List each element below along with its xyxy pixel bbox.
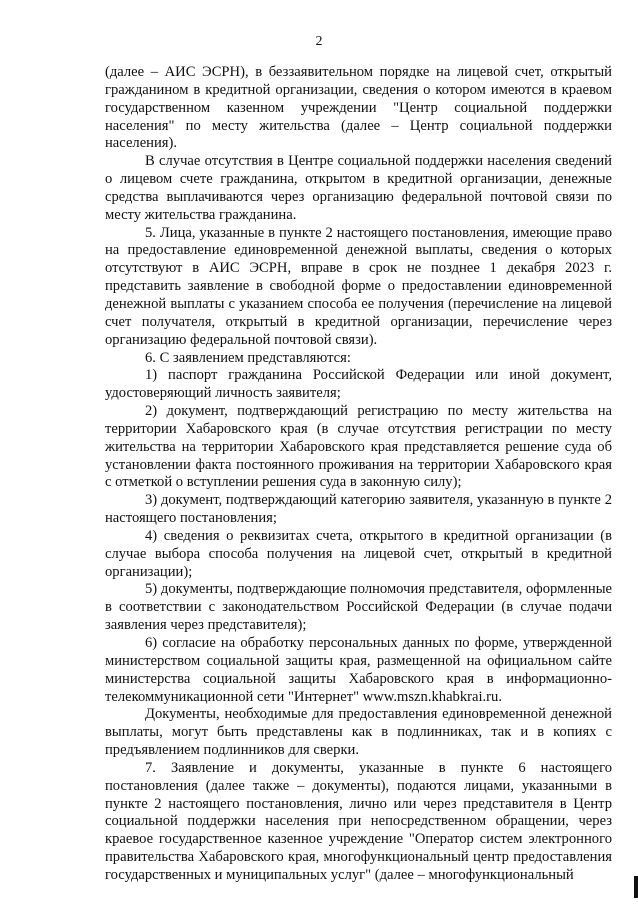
paragraph-no-account-info: В случае отсутствия в Центре социальной поддержки населения сведений о лицевом счете гражданина, открытом в кредитной организации, денежные средства выплачиваются через организацию федеральной почтовой связи по месту жительства гражданина. xyxy=(105,153,612,223)
paragraph-item-6: 6. С заявлением представляются: xyxy=(145,349,351,366)
page-number: 2 xyxy=(315,34,323,49)
paragraph-item-7: 7. Заявление и документы, указанные в пункте 6 настоящего постановления (далее также – документы), подаются лицами, указанными в пункте 2 настоящего постановления, лично или через представителя в Центр социальной поддержки населения при непосредственном обращении, через краевое государственное казенное учреждение "Оператор систем электронного правительства Хабаровского края, многофункциональный центр предоставления государственных и муниципальных услуг" (далее – многофункциональный xyxy=(105,759,612,883)
paragraph-item-5: 5. Лица, указанные в пункте 2 настоящего постановления, имеющие право на предоставление единовременной денежной выплаты, сведения о которых отсутствуют в АИС ЭСРН, вправе в срок не позднее 1 декабря 2023 г. представить заявление в свободной форме о предоставлении единовременной денежной выплаты с указанием способа ее получения (перечисление на лицевой счет получателя, открытый в кредитной организации, перечисление через организацию федеральной почтовой связи). xyxy=(105,224,612,348)
paragraph-subitem-1: 1) паспорт гражданина Российской Федерации или иной документ, удостоверяющий личность заявителя; xyxy=(105,367,612,402)
paragraph-subitem-2: 2) документ, подтверждающий регистрацию по месту жительства на территории Хабаровского края (в случае отсутствия регистрации по месту жительства на территории Хабаровского края представляется решение суда об установлении факта постоянного проживания на территории Хабаровского края с отметкой о вступлении решения суда в законную силу); xyxy=(105,403,612,491)
paragraph-subitem-5: 5) документы, подтверждающие полномочия представителя, оформленные в соответствии с законодательством Российской Федерации (в случае подачи заявления через представителя); xyxy=(105,581,612,634)
paragraph-documents-copies: Документы, необходимые для предоставления единовременной денежной выплаты, могут быть представлены как в подлинниках, так и в копиях с предъявлением подлинников для сверки. xyxy=(105,706,612,759)
paragraph-continuation: (далее – АИС ЭСРН), в беззаявительном порядке на лицевой счет, открытый гражданином в кредитной организации, сведения о котором имеются в краевом государственном казенном учреждении "Центр социальной поддержки населения" по месту жительства (далее – Центр социальной поддержки населения). xyxy=(105,64,612,152)
scan-edge-mark xyxy=(634,876,638,898)
document-body xyxy=(105,64,612,885)
paragraph-subitem-4: 4) сведения о реквизитах счета, открытого в кредитной организации (в случае выбора способа получения на лицевой счет, открытый в кредитной организации); xyxy=(105,527,612,580)
paragraph-subitem-3: 3) документ, подтверждающий категорию заявителя, указанную в пункте 2 настоящего постановления; xyxy=(105,492,612,527)
paragraph-subitem-6: 6) согласие на обработку персональных данных по форме, утвержденной министерством социальной защиты края, размещенной на официальном сайте министерства социальной защиты Хабаровского края в информационно-телекоммуникационной сети "Интернет" www.mszn.khabkrai.ru. xyxy=(105,635,612,705)
